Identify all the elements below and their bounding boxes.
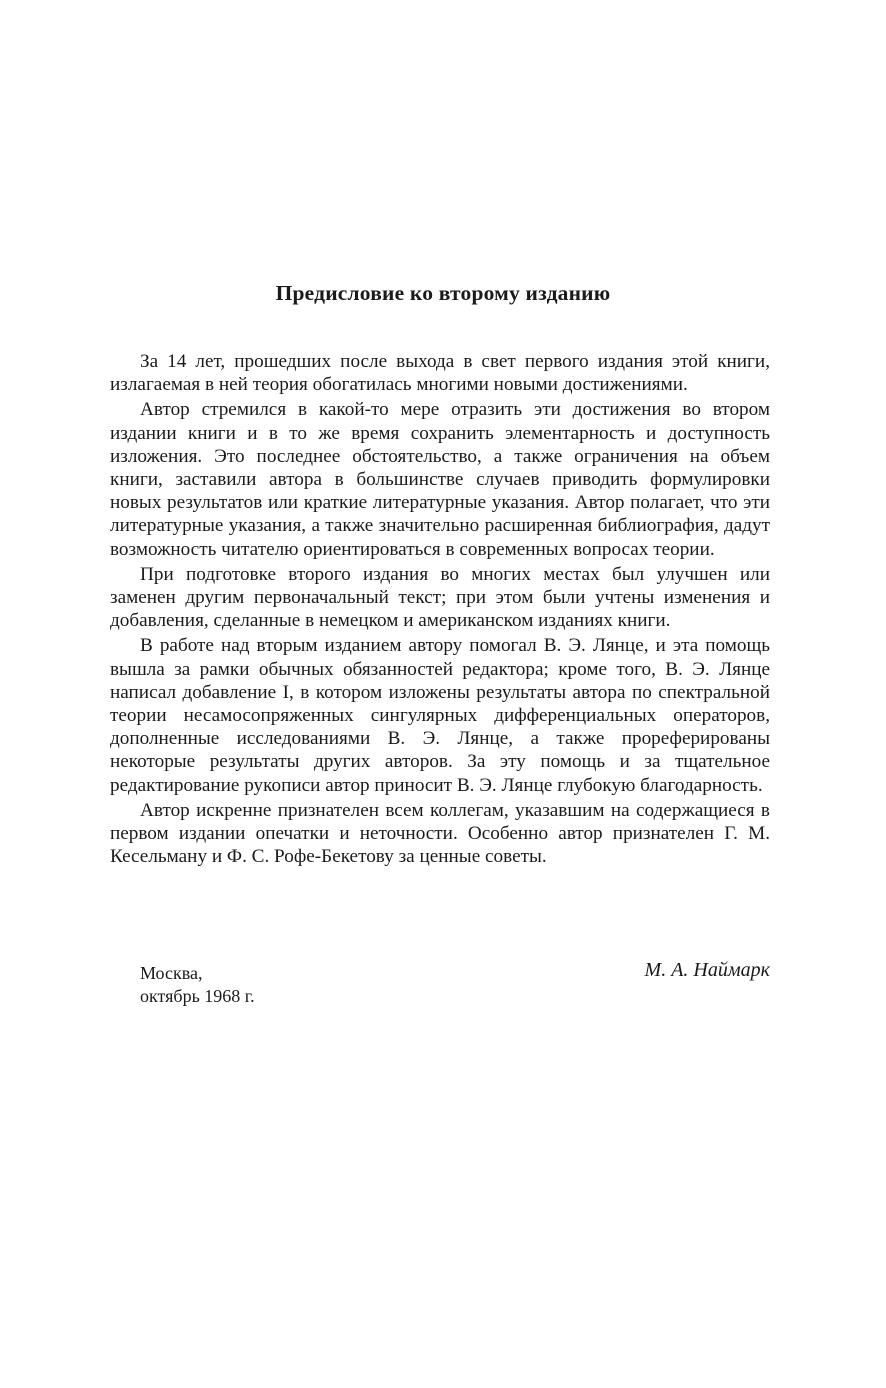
signature-author: М. А. Наймарк — [644, 959, 770, 981]
signature-block — [140, 959, 770, 1008]
page-title: Предисловие ко второму изданию — [275, 281, 611, 305]
signature-date: октябрь 1968 г. — [140, 986, 255, 1006]
signature-city: Москва, — [140, 963, 203, 983]
paragraph-2: Автор стремился в какой-то мере отразить эти достижения во втором издании книги и в то же время сохранить элементарность и доступность изложения. Это последнее обстоятельство, а также ограничения на объем книги, заставили автора в большинстве случаев приводить формулировки новых результатов или краткие литературные указания. Автор полагает, что эти литературные указания, а также значительно расширенная библиография, дадут возможность читателю ориентироваться в современных вопросах теории. — [110, 399, 770, 560]
paragraph-1: За 14 лет, прошедших после выхода в свет первого издания этой книги, излагаемая в ней теория обогатилась многими новыми достижениями. — [110, 351, 770, 396]
paragraph-4: В работе над вторым изданием автору помогал В. Э. Лянце, и эта помощь вышла за рамки обычных обязанностей редактора; кроме того, В. Э. Лянце написал добавление I, в котором изложены результаты автора по спектральной теории несамосопряженных сингулярных дифференциальных операторов, дополненные исследованиями В. Э. Лянце, а также прореферированы некоторые результаты других авторов. За эту помощь и за тщательное редактирование рукописи автор приносит В. Э. Лянце глубокую благодарность. — [110, 635, 770, 796]
paragraph-3: При подготовке второго издания во многих местах был улучшен или заменен другим первоначальный текст; при этом были учтены изменения и добавления, сделанные в немецком и американском изданиях книги. — [110, 563, 770, 632]
preface-body — [110, 350, 770, 868]
paragraph-5: Автор искренне признателен всем коллегам, указавшим на содержащиеся в первом издании опечатки и неточности. Особенно автор признателен Г. М. Кесельману и Ф. С. Рофе-Бекетову за ценные советы. — [110, 799, 770, 868]
